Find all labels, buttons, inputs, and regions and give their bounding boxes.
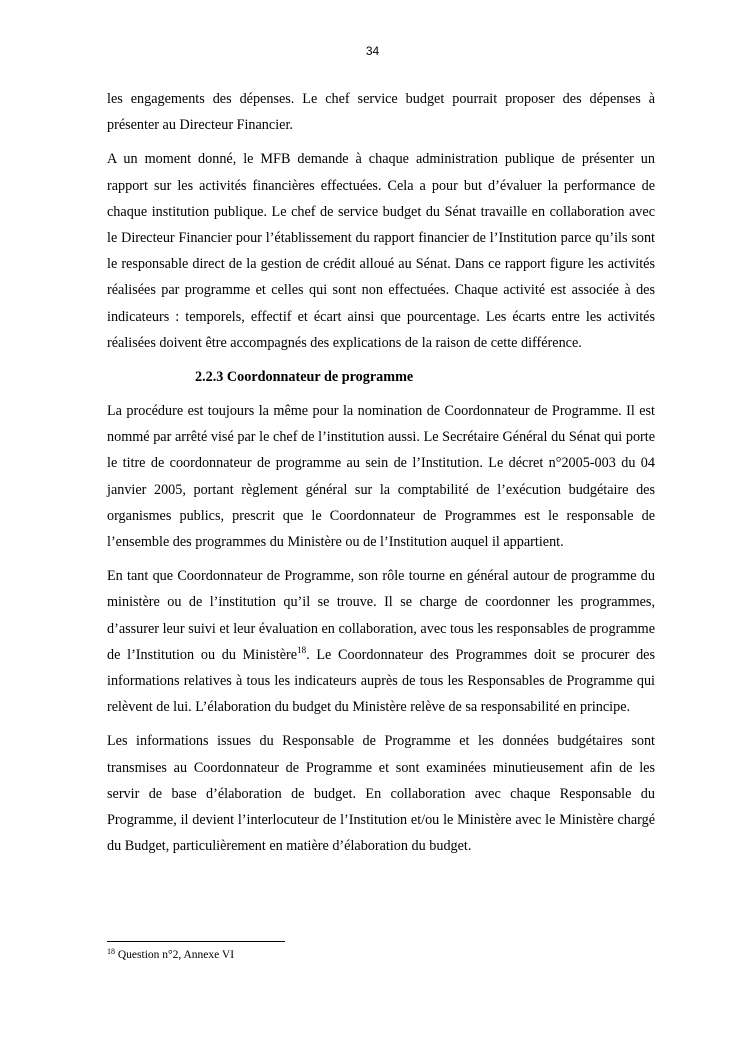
paragraph-budget-chief: les engagements des dépenses. Le chef service budget pourrait proposer des dépenses à présenter au Directeur Financier. (107, 91, 655, 134)
document-body (107, 86, 655, 867)
page-number: 34 (365, 44, 380, 58)
footnote-text: Question n°2, Annexe VI (115, 949, 235, 961)
section-heading: 2.2.3 Coordonnateur de programme (195, 369, 414, 386)
paragraph-coordinator-role (107, 563, 655, 720)
footnote-mark: 18 (107, 947, 115, 956)
footnote-reference[interactable]: 18 (297, 644, 307, 655)
footnote-separator (107, 941, 285, 942)
paragraph-text-before-ref: En tant que Coordonnateur de Programme, son rôle tourne en général autour de programme du ministère ou de l’institution qu’il se trouve. Il se charge de coordonner les programmes, d’assurer leur suivi et leur évaluation en collaboration, avec tous les responsables de programme de l’Institution ou du Ministère (107, 568, 655, 663)
paragraph-financial-report: A un moment donné, le MFB demande à chaque administration publique de présenter un rapport sur les activités financières effectuées. Cela a pour but d’évaluer la performance de chaque institution publique. Le chef de service budget du Sénat travaille en collaboration avec le Directeur Financier pour l’établissement du rapport financier de l’Institution parce qu’ils sont le responsable direct de la gestion de crédit alloué au Sénat. Dans ce rapport figure les activités réalisées par programme et celles qui sont non effectuées. Chaque activité est associée à des indicateurs : temporels, effectif et écart ainsi que pourcentage. Les écarts entre les activités réalisées doivent être accompagnés des explications de la raison de cette différence. (107, 151, 655, 351)
paragraph-budget-information: Les informations issues du Responsable de Programme et les données budgétaires sont transmises au Coordonnateur de Programme et sont examinées minutieusement afin de les servir de base d’élaboration de budget. En collaboration avec chaque Responsable du Programme, il devient l’interlocuteur de l’Institution et/ou le Ministère avec le Ministère chargé du Budget, particulièrement en matière d’élaboration du budget. (107, 733, 655, 855)
footnote (107, 947, 234, 963)
paragraph-nomination: La procédure est toujours la même pour la nomination de Coordonnateur de Programme. Il est nommé par arrêté visé par le chef de l’institution aussi. Le Secrétaire Général du Sénat qui porte le titre de coordonnateur de programme au sein de l’Institution. Le décret n°2005-003 du 04 janvier 2005, portant règlement général sur la comptabilité de l’exécution budgétaire des organismes publics, prescrit que le Coordonnateur de Programmes est le responsable de l’ensemble des programmes du Ministère ou de l’Institution auquel il appartient. (107, 403, 655, 551)
paragraph-text-after-ref: . Le Coordonnateur des Programmes doit se procurer des informations relatives à tous les indicateurs auprès de tous les Responsables de Programme qui relèvent de lui. L’élaboration du budget du Ministère relève de sa responsabilité en principe. (107, 646, 655, 716)
